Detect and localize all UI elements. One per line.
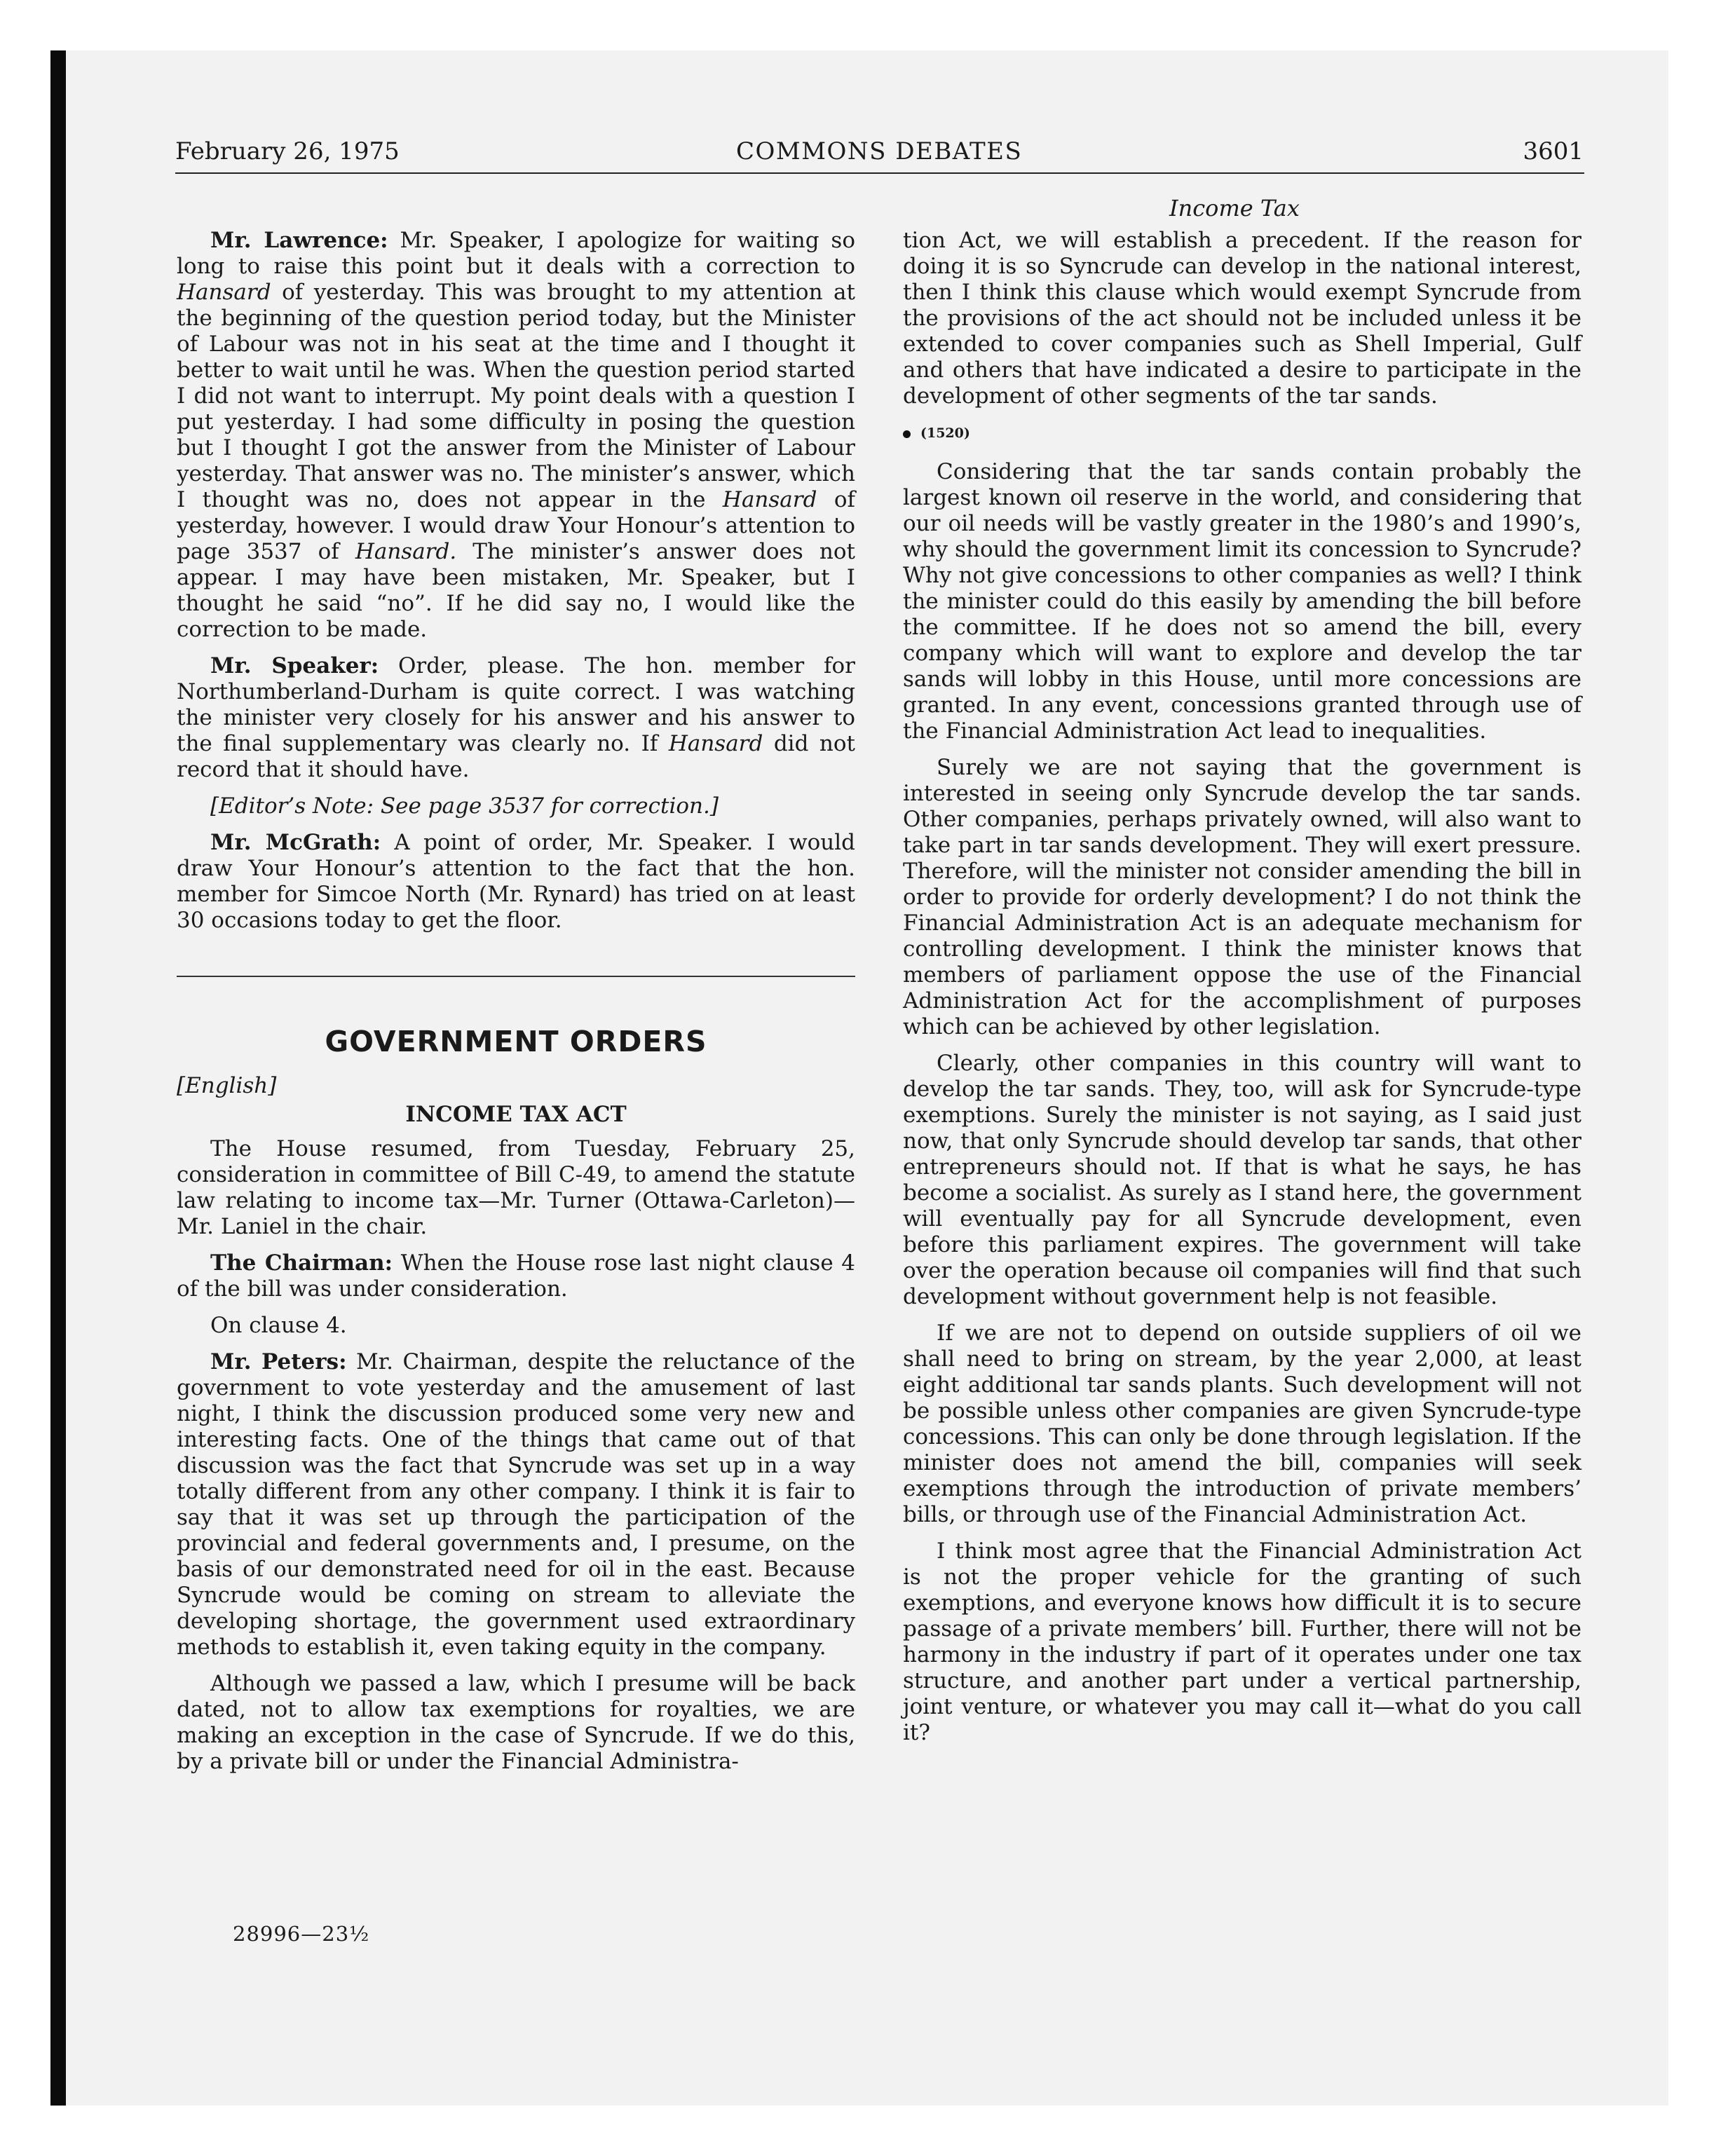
time-marker [903, 421, 1581, 446]
time-tag: (1520) [920, 425, 970, 441]
paragraph-surely: Surely we are not saying that the government is interested in seeing only Syncrude develop the tar sands. Other companies, perhaps privately owned, will also want to take part in tar sands development. They will exert pressure. Therefore, will the minister not consider amending the bill in order to provide for orderly development? I do not think the Financial Administration Act is an adequate mechanism for controlling development. I think the minister knows that members of parliament oppose the use of the Financial Administration Act for the accomplishment of purposes which can be achieved by other legislation. [903, 755, 1581, 1039]
act-heading: INCOME TAX ACT [405, 1102, 627, 1127]
hansard-ref: Hansard. [355, 539, 457, 564]
bullet-icon [903, 430, 911, 438]
section-heading: GOVERNMENT ORDERS [325, 1025, 707, 1058]
right-column [903, 228, 1581, 1756]
paragraph-text: of yesterday, however. I would draw Your Honour’s attention to page 3537 of [177, 487, 855, 564]
paragraph-text: did not record that it should have. [177, 731, 855, 782]
paragraph-mcgrath [177, 830, 855, 934]
paragraph-text: A point of order, Mr. Speaker. I would draw Your Honour’s attention to the fact that the hon. member for Simcoe North (Mr. Rynard) has tried on at least 30 occasions today to get the floor. [177, 830, 855, 933]
paragraph-resumed: The House resumed, from Tuesday, February 25, consideration in committee of Bill C-49, to amend the statute law relating to income tax—Mr. Turner (Ottawa-Carleton)—Mr. Laniel in the chair. [177, 1136, 855, 1239]
paragraph-continued: tion Act, we will establish a precedent. If the reason for doing it is so Syncrude can develop in the national interest, then I think this clause which would exempt Syncrude from the provisions of the act should not be included unless it be extended to cover companies such as Shell Imperial, Gulf and others that have indicated a desire to participate in the development of other segments of the tar sands. [903, 228, 1581, 409]
paragraph-text: of yesterday. This was brought to my attention at the beginning of the question period today, but the Minister of Labour was not in his seat at the time and I thought it better to wait until he was. When the question period started I did not want to interrupt. My point deals with a question I put yesterday. I had some difficulty in posing the question but I thought I got the answer from the Minister of Labour yesterday. That answer was no. The minister’s answer, which I thought was no, does not appear in the [177, 280, 855, 512]
language-tag: [English] [177, 1073, 277, 1098]
paragraph-suppliers: If we are not to depend on outside suppliers of oil we shall need to bring on stream, by the year 2,000, at least eight additional tar sands plants. Such development will not be possible unless other companies are given Syncrude-type concessions. This can only be done through legislation. If the minister does not amend the bill, companies will seek exemptions through the introduction of private members’ bills, or through use of the Financial Administration Act. [903, 1321, 1581, 1527]
paragraph-law: Although we passed a law, which I presume will be back dated, not to allow tax exemptions for royalties, we are making an exception in the case of Syncrude. If we do this, by a private bill or under the Financial Administra- [177, 1671, 855, 1774]
hansard-ref: Hansard [177, 280, 271, 305]
footer-code: 28996—23½ [233, 1922, 370, 1946]
paragraph-text: The minister’s answer does not appear. I may have been mistaken, Mr. Speaker, but I thought he said “no”. If he did say no, I would like the correction to be made. [177, 539, 856, 642]
paragraph-lawrence [177, 228, 855, 643]
editor-note: [Editor’s Note: See page 3537 for correction.] [210, 793, 719, 819]
header-page-number: 3601 [1523, 137, 1584, 165]
paragraph-agree: I think most agree that the Financial Administration Act is not the proper vehicle for the granting of such exemptions, and everyone knows how difficult it is to secure passage of a private members’ bill. Further, there will not be harmony in the industry if part of it operates under one tax structure, and another part under a vertical partnership, joint venture, or whatever you may call it—what do you call it? [903, 1538, 1581, 1745]
paragraph-speaker [177, 653, 855, 783]
hansard-ref: Hansard [668, 731, 763, 756]
running-head: Income Tax [1169, 195, 1300, 221]
speaker-name: The Chairman: [210, 1250, 393, 1276]
hansard-ref: Hansard [722, 487, 817, 512]
left-column [177, 228, 855, 1785]
paragraph-text: Order, please. The hon. member for Northumberland-Durham is quite correct. I was watching the minister very closely for his answer and his answer to the final supplementary was clearly no. If [177, 653, 855, 756]
section-divider [177, 976, 855, 977]
speaker-name: Mr. Peters: [210, 1349, 347, 1374]
paragraph-text: When the House rose last night clause 4 of the bill was under consideration. [177, 1250, 855, 1302]
header-date: February 26, 1975 [175, 137, 400, 165]
speaker-name: Mr. McGrath: [210, 830, 381, 855]
speaker-name: Mr. Lawrence: [210, 228, 388, 253]
paragraph-clause: On clause 4. [210, 1313, 347, 1338]
scan-border [50, 50, 66, 2106]
paragraph-chairman [177, 1250, 855, 1302]
speaker-name: Mr. Speaker: [210, 653, 379, 678]
paragraph-text: Mr. Speaker, I apologize for waiting so long to raise this point but it deals with a correction to [177, 228, 856, 279]
paragraph-clearly: Clearly, other companies in this country will want to develop the tar sands. They, too, will ask for Syncrude-type exemptions. Surely the minister is not saying, as I said just now, that only Syncrude should develop tar sands, that other entrepreneurs should not. If that is what he says, he has become a socialist. As surely as I stand here, the government will eventually pay for all Syncrude development, even before this parliament expires. The government will take over the operation because oil companies will find that such development without government help is not feasible. [903, 1051, 1581, 1309]
paragraph-text: Mr. Chairman, despite the reluctance of the government to vote yesterday and the amusement of last night, I think the discussion produced some very new and interesting facts. One of the things that came out of that discussion was the fact that Syncrude was set up in a way totally different from any other company. I think it is fair to say that it was set up through the participation of the provincial and federal governments and, I presume, on the basis of our demonstrated need for oil in the east. Because Syncrude would be coming on stream to alleviate the developing shortage, the government used extraordinary methods to establish it, even taking equity in the company. [177, 1349, 856, 1660]
paragraph-considering: Considering that the tar sands contain probably the largest known oil reserve in the world, and considering that our oil needs will be vastly greater in the 1980’s and 1990’s, why should the government limit its concession to Syncrude? Why not give concessions to other companies as well? I think the minister could do this easily by amending the bill before the committee. If he does not so amend the bill, every company which will want to explore and develop the tar sands will lobby in this House, until more concessions are granted. In any event, concessions granted through use of the Financial Administration Act lead to inequalities. [903, 459, 1581, 744]
header-rule [175, 172, 1584, 174]
header-publication-title: COMMONS DEBATES [736, 137, 1023, 165]
paragraph-peters [177, 1349, 855, 1660]
